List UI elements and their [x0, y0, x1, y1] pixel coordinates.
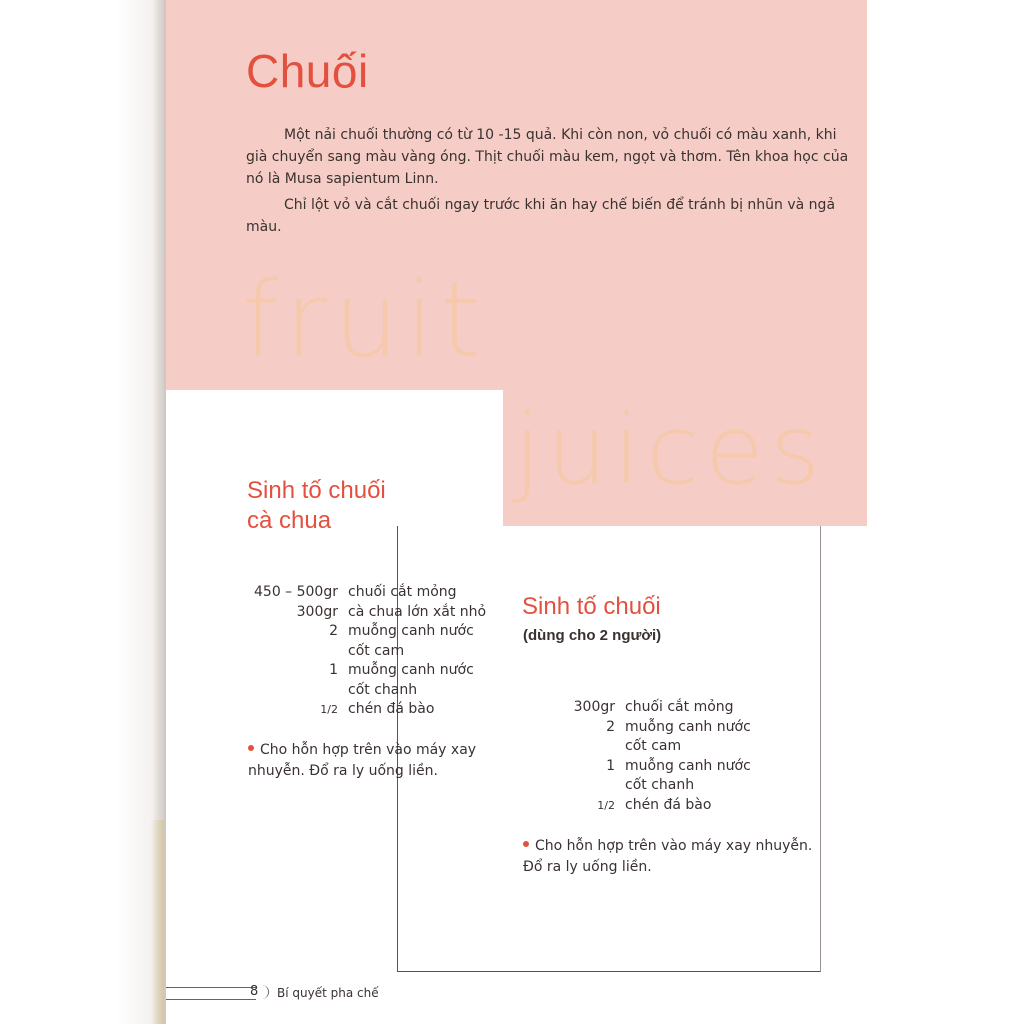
ingredient-line: chén đá bào — [625, 796, 712, 813]
ingredient-line: chuối cắt mỏng — [348, 584, 457, 600]
ingredient-qty: 1 — [329, 662, 338, 678]
recipe2-instruction — [523, 836, 813, 878]
ingredient-qty: 1/2 — [320, 703, 338, 716]
recipe1-instruction-text: Cho hỗn hợp trên vào máy xay nhuyễn. Đổ ra ly uống liền. — [248, 742, 477, 779]
ingredient-item — [625, 796, 711, 816]
book-spine — [0, 0, 166, 1024]
ingredient-line: cốt cam — [625, 738, 682, 754]
recipe2-ingredients — [560, 698, 751, 815]
intro-paragraph-1: Một nải chuối thường có từ 10 -15 quả. Khi còn non, vỏ chuối có màu xanh, khi già chuyển sang màu vàng óng. Thịt chuối màu kem, ngọt và thơm. Tên khoa học của nó là Musa sapientum Linn. — [246, 127, 849, 187]
ingredient-line: cà chua lớn xắt nhỏ — [348, 603, 487, 620]
ingredient-line: muỗng canh nước — [348, 662, 474, 678]
footer-book-title: Bí quyết pha chế — [277, 986, 379, 1000]
recipe1-instruction — [248, 740, 498, 782]
ingredient-row — [252, 661, 486, 700]
footer-rule-top — [166, 987, 256, 988]
ingredient-item — [348, 583, 457, 603]
ingredient-item — [348, 622, 474, 661]
ingredient-line: muỗng canh nước — [625, 718, 751, 735]
ingredient-row — [560, 757, 751, 796]
ingredient-row — [252, 622, 486, 661]
ingredient-line: cốt chanh — [625, 777, 695, 793]
ingredient-row — [252, 700, 486, 720]
ingredient-item — [348, 661, 474, 700]
ingredient-row — [560, 796, 751, 816]
recipe1-title — [247, 476, 487, 536]
ingredient-item — [348, 700, 434, 720]
recipe1-title-line2: cà chua — [247, 507, 332, 534]
ingredient-item — [625, 698, 734, 718]
ingredient-line: cốt chanh — [348, 681, 418, 698]
recipe1-ingredients — [252, 583, 486, 720]
ingredient-qty: 2 — [606, 718, 615, 735]
ingredient-qty: 1 — [606, 757, 615, 774]
intro-paragraph-2: Chỉ lột vỏ và cắt chuối ngay trước khi ăn hay chế biến để tránh bị nhũn và ngả màu. — [246, 197, 836, 235]
ingredient-item — [625, 757, 751, 796]
ingredient-qty: 2 — [329, 623, 338, 639]
ingredient-line: muỗng canh nước — [348, 623, 474, 639]
recipe2-title: Sinh tố chuối — [522, 593, 661, 620]
page-title: Chuối — [246, 45, 369, 97]
ingredient-line: muỗng canh nước — [625, 757, 751, 774]
watermark-fruit: fruit — [242, 259, 487, 381]
ingredient-item — [348, 603, 486, 623]
spine-edge-tint — [150, 820, 164, 1024]
ingredient-qty: 300gr — [573, 699, 615, 715]
ingredient-row — [560, 718, 751, 757]
recipe2-instruction-text: Cho hỗn hợp trên vào máy xay nhuyễn. Đổ ra ly uống liền. — [523, 838, 813, 875]
footer-rule-bottom — [166, 999, 256, 1000]
ingredient-line: chén đá bào — [348, 701, 435, 717]
ingredient-line: chuối cắt mỏng — [625, 699, 734, 715]
page-number-bracket — [262, 985, 269, 999]
ingredient-qty: 1/2 — [597, 798, 615, 812]
recipe2-subtitle: (dùng cho 2 người) — [523, 627, 662, 644]
ingredient-row — [560, 698, 751, 718]
ingredient-line: cốt cam — [348, 642, 405, 659]
ingredient-row — [252, 603, 486, 623]
bullet-icon — [248, 745, 254, 751]
ingredient-qty: 300gr — [296, 603, 338, 620]
ingredient-qty: 450 – 500gr — [254, 584, 338, 600]
ingredient-row — [252, 583, 486, 603]
intro-text — [246, 124, 862, 242]
bullet-icon — [523, 841, 529, 847]
ingredient-item — [625, 718, 751, 757]
recipe1-title-line1: Sinh tố chuối — [247, 477, 386, 504]
page-number: 8 — [250, 984, 259, 999]
watermark-juices: juices — [514, 394, 827, 506]
